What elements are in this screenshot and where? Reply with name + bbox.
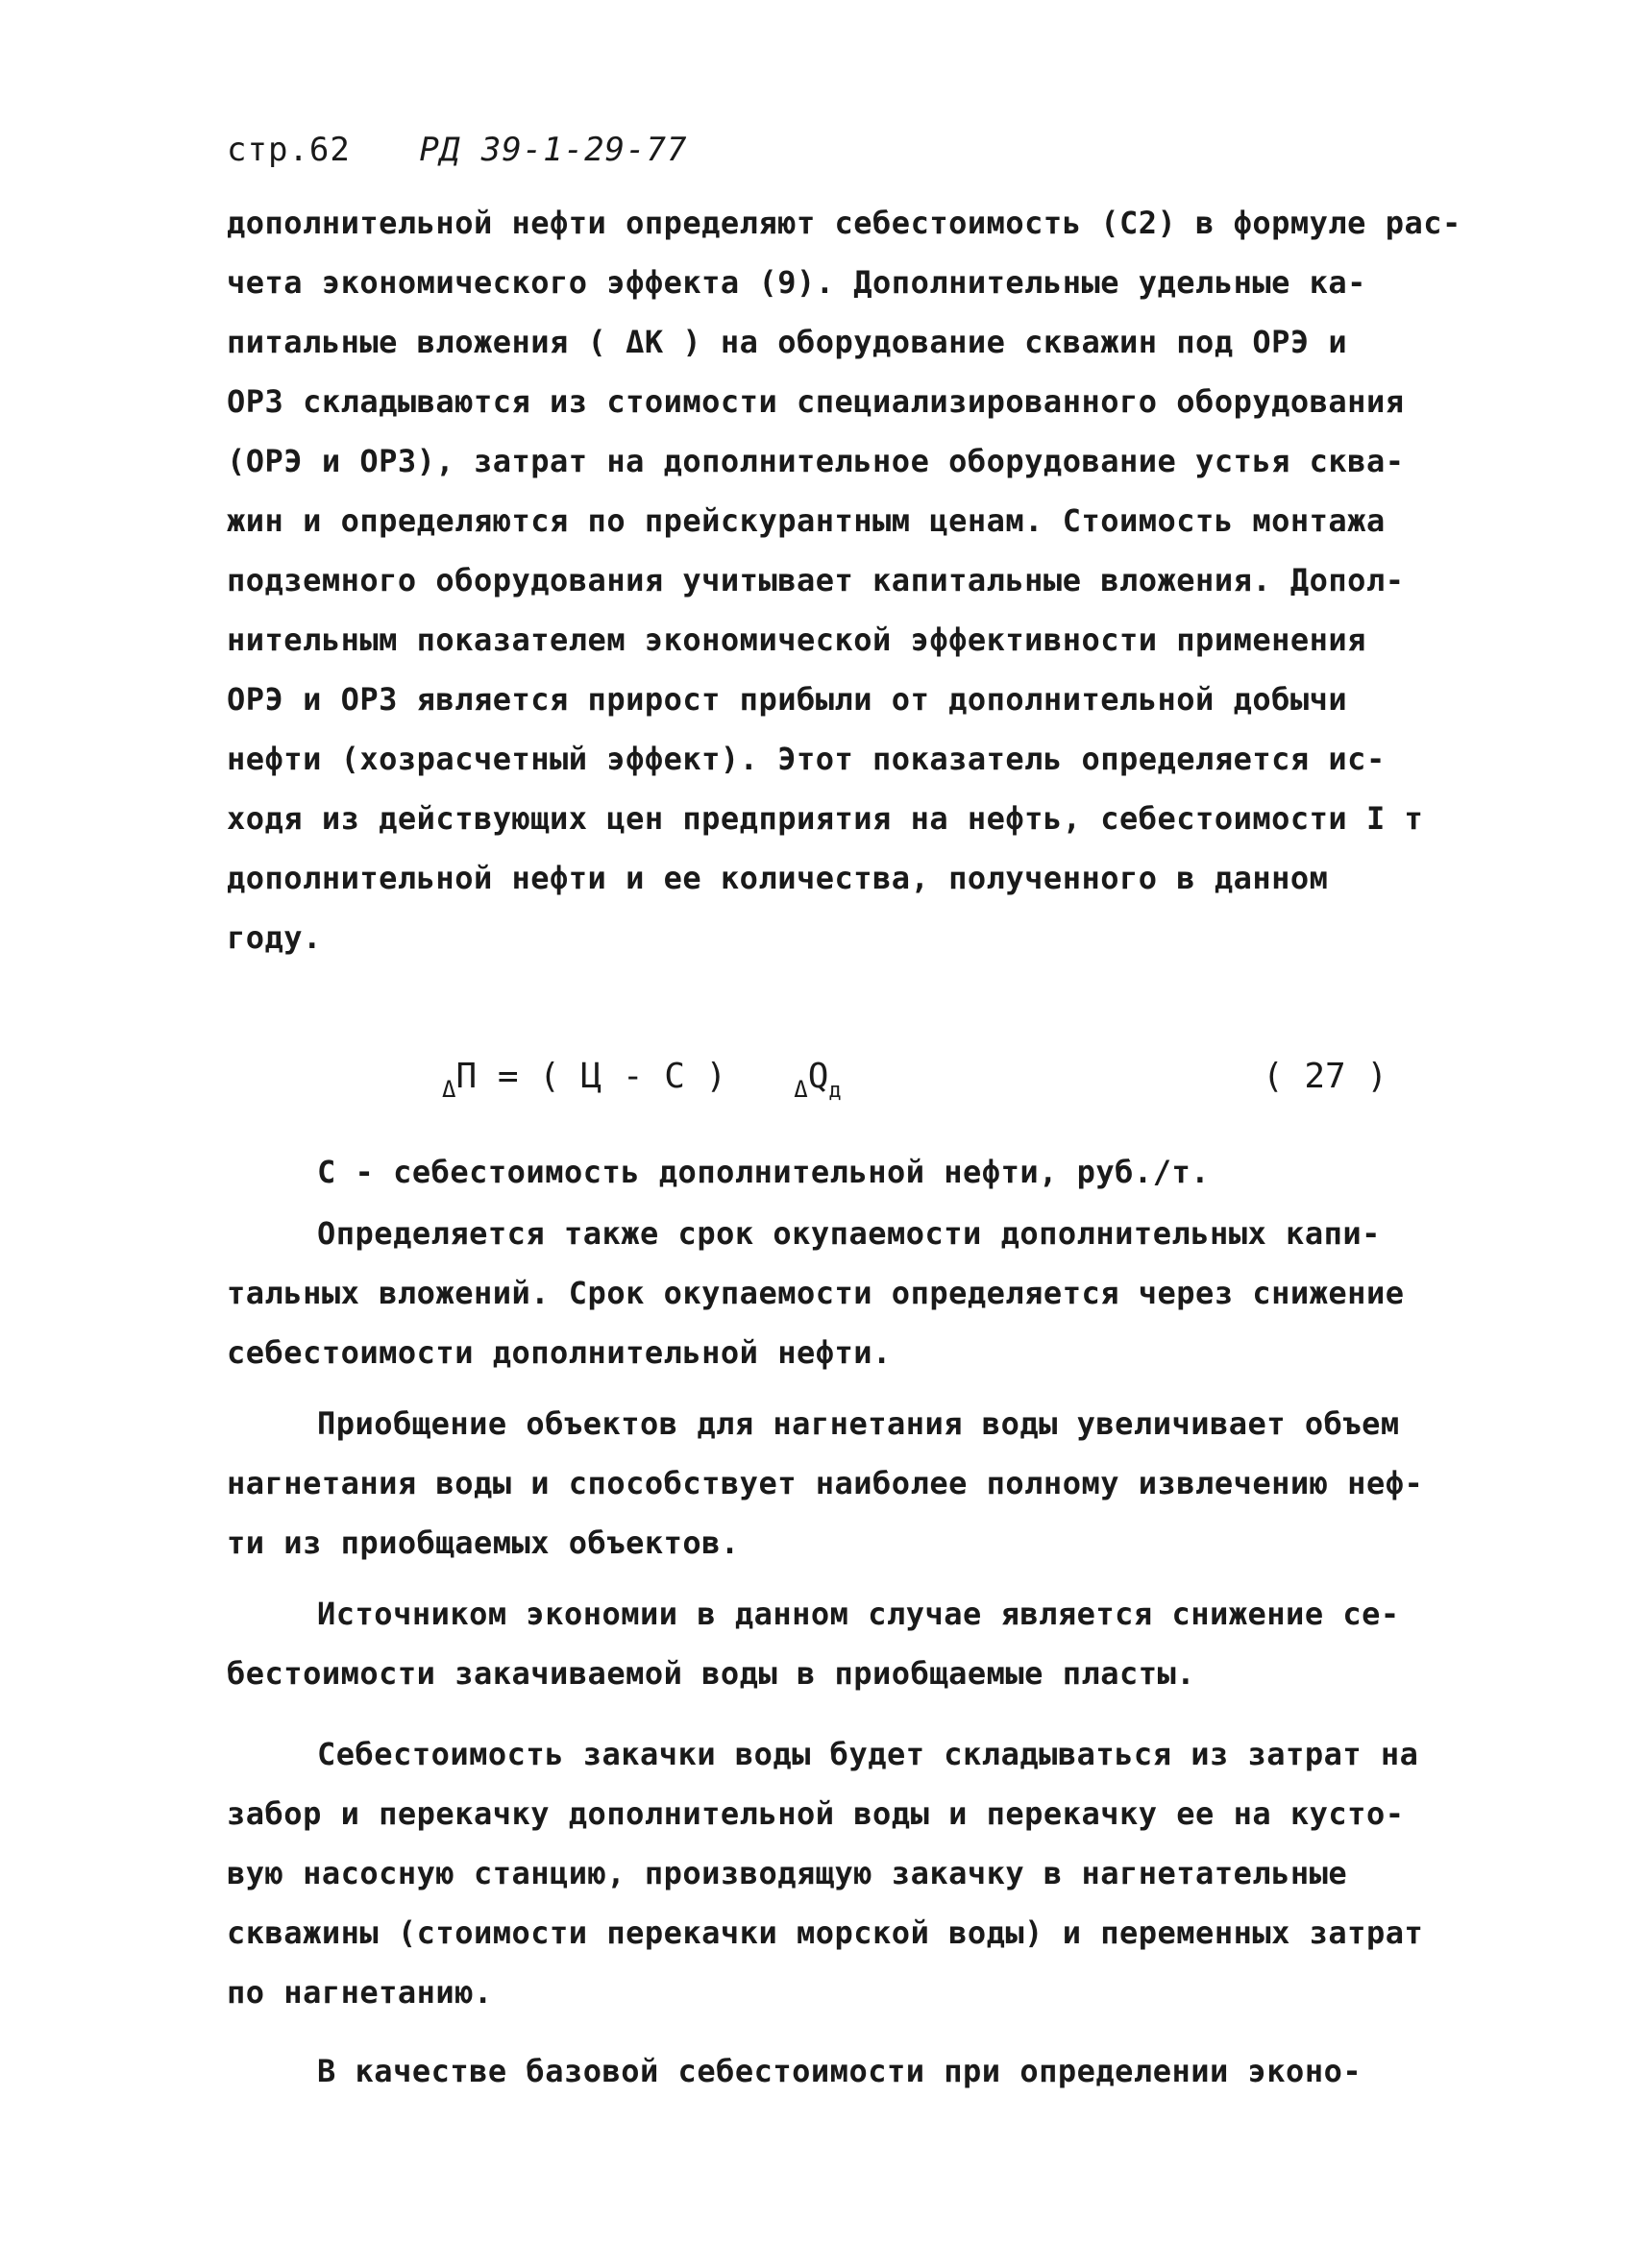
text-line: по нагнетанию. bbox=[227, 1974, 493, 2011]
text-line: жин и определяются по прейскурантным ценам. Стоимость монтажа bbox=[227, 502, 1386, 539]
formula-27 bbox=[442, 1057, 842, 1103]
delta-symbol: Δ bbox=[442, 1076, 456, 1103]
text-line: году. bbox=[227, 919, 322, 956]
page-number: стр.62 bbox=[227, 131, 351, 169]
text-line: дополнительной нефти определяют себестоимость (C2) в формуле рас- bbox=[227, 205, 1461, 241]
text-line: ОРЗ складываются из стоимости специализированного оборудования bbox=[227, 383, 1405, 420]
text-line: питальные вложения ( ΔK ) на оборудование скважин под ОРЭ и bbox=[227, 324, 1348, 360]
text-line: дополнительной нефти и ее количества, полученного в данном bbox=[227, 860, 1329, 896]
text-line: ходя из действующих цен предприятия на нефть, себестоимости I т bbox=[227, 800, 1424, 837]
text-line: нительным показателем экономической эффективности применения bbox=[227, 622, 1366, 658]
variable-definition: С - себестоимость дополнительной нефти, руб./т. bbox=[317, 1154, 1210, 1190]
delta-symbol: Δ bbox=[794, 1076, 808, 1103]
text-line: вую насосную станцию, производящую закачку в нагнетательные bbox=[227, 1855, 1348, 1891]
text-line: Источником экономии в данном случае является снижение се- bbox=[317, 1596, 1400, 1632]
formula-lhs-variable: П bbox=[455, 1057, 478, 1096]
formula-rhs-variable: Q bbox=[807, 1057, 829, 1096]
text-line: забор и перекачку дополнительной воды и перекачку ее на кусто- bbox=[227, 1795, 1405, 1832]
page-header bbox=[227, 131, 687, 169]
text-line: скважины (стоимости перекачки морской воды) и переменных затрат bbox=[227, 1914, 1424, 1951]
equation-number: ( 27 ) bbox=[1263, 1057, 1388, 1096]
text-line: Определяется также срок окупаемости дополнительных капи- bbox=[317, 1215, 1381, 1252]
text-line: нагнетания воды и способствует наиболее полному извлечению неф- bbox=[227, 1465, 1424, 1501]
formula-rhs-subscript: д bbox=[828, 1079, 842, 1103]
text-line: себестоимости дополнительной нефти. bbox=[227, 1334, 892, 1371]
text-line: ОРЭ и ОРЗ является прирост прибыли от дополнительной добычи bbox=[227, 681, 1348, 718]
document-reference: РД 39-1-29-77 bbox=[419, 131, 688, 169]
text-line: В качестве базовой себестоимости при определении эконо- bbox=[317, 2053, 1363, 2089]
text-line: чета экономического эффекта (9). Дополнительные удельные ка- bbox=[227, 264, 1366, 301]
text-line: (ОРЭ и ОРЗ), затрат на дополнительное оборудование устья сква- bbox=[227, 443, 1405, 479]
text-line: Приобщение объектов для нагнетания воды увеличивает объем bbox=[317, 1405, 1400, 1442]
text-line: нефти (хозрасчетный эффект). Этот показатель определяется ис- bbox=[227, 741, 1386, 777]
text-line: подземного оборудования учитывает капитальные вложения. Допол- bbox=[227, 562, 1405, 598]
text-line: тальных вложений. Срок окупаемости определяется через снижение bbox=[227, 1275, 1405, 1311]
text-line: бестоимости закачиваемой воды в приобщаемые пласты. bbox=[227, 1655, 1196, 1692]
text-line: Себестоимость закачки воды будет складываться из затрат на bbox=[317, 1736, 1419, 1772]
formula-body: = ( Ц - С ) bbox=[477, 1057, 727, 1096]
text-line: ти из приобщаемых объектов. bbox=[227, 1524, 740, 1561]
